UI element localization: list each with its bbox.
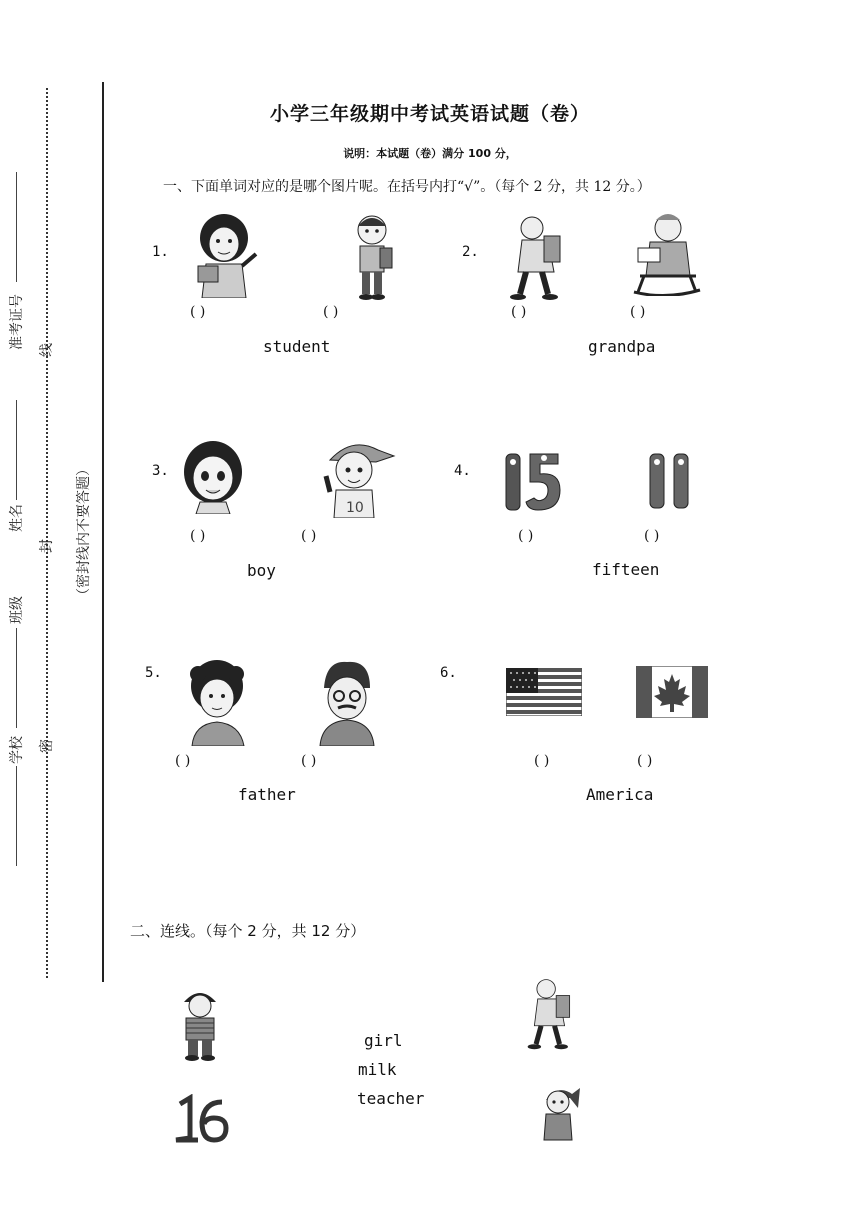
teacher-woman-picture (190, 208, 266, 298)
answer-parenthesis[interactable]: ( ) (637, 753, 653, 769)
item-number: 1. (152, 244, 169, 260)
seal-mi-label: 密 (39, 739, 55, 753)
curly-boy-picture (186, 660, 248, 746)
svg-text:10: 10 (346, 500, 364, 516)
answer-parenthesis[interactable]: ( ) (323, 304, 339, 320)
answer-parenthesis[interactable]: ( ) (190, 304, 206, 320)
answer-parenthesis[interactable]: ( ) (534, 753, 550, 769)
exam-note: 说明：本试题（卷）满分 100 分， (343, 147, 517, 160)
answer-parenthesis[interactable]: ( ) (175, 753, 191, 769)
item-word: fifteen (592, 560, 660, 579)
girl-ponytail-picture[interactable] (538, 1084, 582, 1142)
old-man-picture (508, 214, 570, 302)
answer-parenthesis[interactable]: ( ) (518, 528, 534, 544)
exam-number-blank[interactable] (16, 172, 17, 282)
seal-feng-label: 封 (39, 539, 55, 553)
seal-xian-label: 线 (39, 343, 55, 357)
schoolboy-picture (348, 212, 396, 302)
boy-striped-shirt-picture[interactable] (178, 988, 222, 1062)
item-number: 3. (152, 463, 169, 479)
seal-solid-line (102, 82, 104, 982)
old-man-picture[interactable] (526, 976, 578, 1052)
answer-parenthesis[interactable]: ( ) (630, 304, 646, 320)
canada-flag-picture (636, 666, 708, 718)
item-number: 4. (454, 463, 471, 479)
item-word: father (238, 785, 296, 804)
class-blank[interactable] (16, 628, 17, 728)
answer-parenthesis[interactable]: ( ) (301, 753, 317, 769)
match-word[interactable]: milk (358, 1060, 397, 1079)
item-word: student (263, 337, 331, 356)
answer-parenthesis[interactable]: ( ) (301, 528, 317, 544)
man-glasses-picture (316, 660, 378, 746)
girl-face-picture (182, 440, 244, 514)
name-blank[interactable] (16, 400, 17, 500)
item-number: 2. (462, 244, 479, 260)
school-label: 学校 (9, 736, 25, 764)
item-word: America (586, 785, 654, 804)
item-word: boy (247, 561, 276, 580)
usa-flag-picture (506, 668, 582, 716)
class-label: 班级 (9, 596, 25, 624)
number-16-picture[interactable] (172, 1094, 230, 1144)
number-11-picture (646, 452, 696, 510)
answer-parenthesis[interactable]: ( ) (511, 304, 527, 320)
item-word: grandpa (588, 337, 656, 356)
answer-parenthesis[interactable]: ( ) (644, 528, 660, 544)
section2-heading: 二、连线。（每个 2 分，共 12 分） (130, 922, 366, 940)
seal-notice: （密封线内不要答题） (76, 462, 92, 602)
exam-number-label: 准考证号 (9, 294, 25, 350)
exam-title: 小学三年级期中考试英语试题（卷） (269, 103, 590, 125)
grandma-rocking-chair-picture (630, 210, 702, 296)
item-number: 5. (145, 665, 162, 681)
boy-cap-picture (322, 436, 396, 518)
item-number: 6. (440, 665, 457, 681)
seal-dotted-line (46, 88, 48, 978)
answer-parenthesis[interactable]: ( ) (190, 528, 206, 544)
match-word[interactable]: girl (364, 1031, 403, 1050)
section1-heading: 一、下面单词对应的是哪个图片呢。在括号内打“√”。（每个 2 分，共 12 分。） (163, 179, 651, 195)
name-label: 姓名 (9, 504, 25, 532)
number-15-picture (504, 450, 562, 512)
school-blank[interactable] (16, 766, 17, 866)
match-word[interactable]: teacher (357, 1089, 425, 1108)
